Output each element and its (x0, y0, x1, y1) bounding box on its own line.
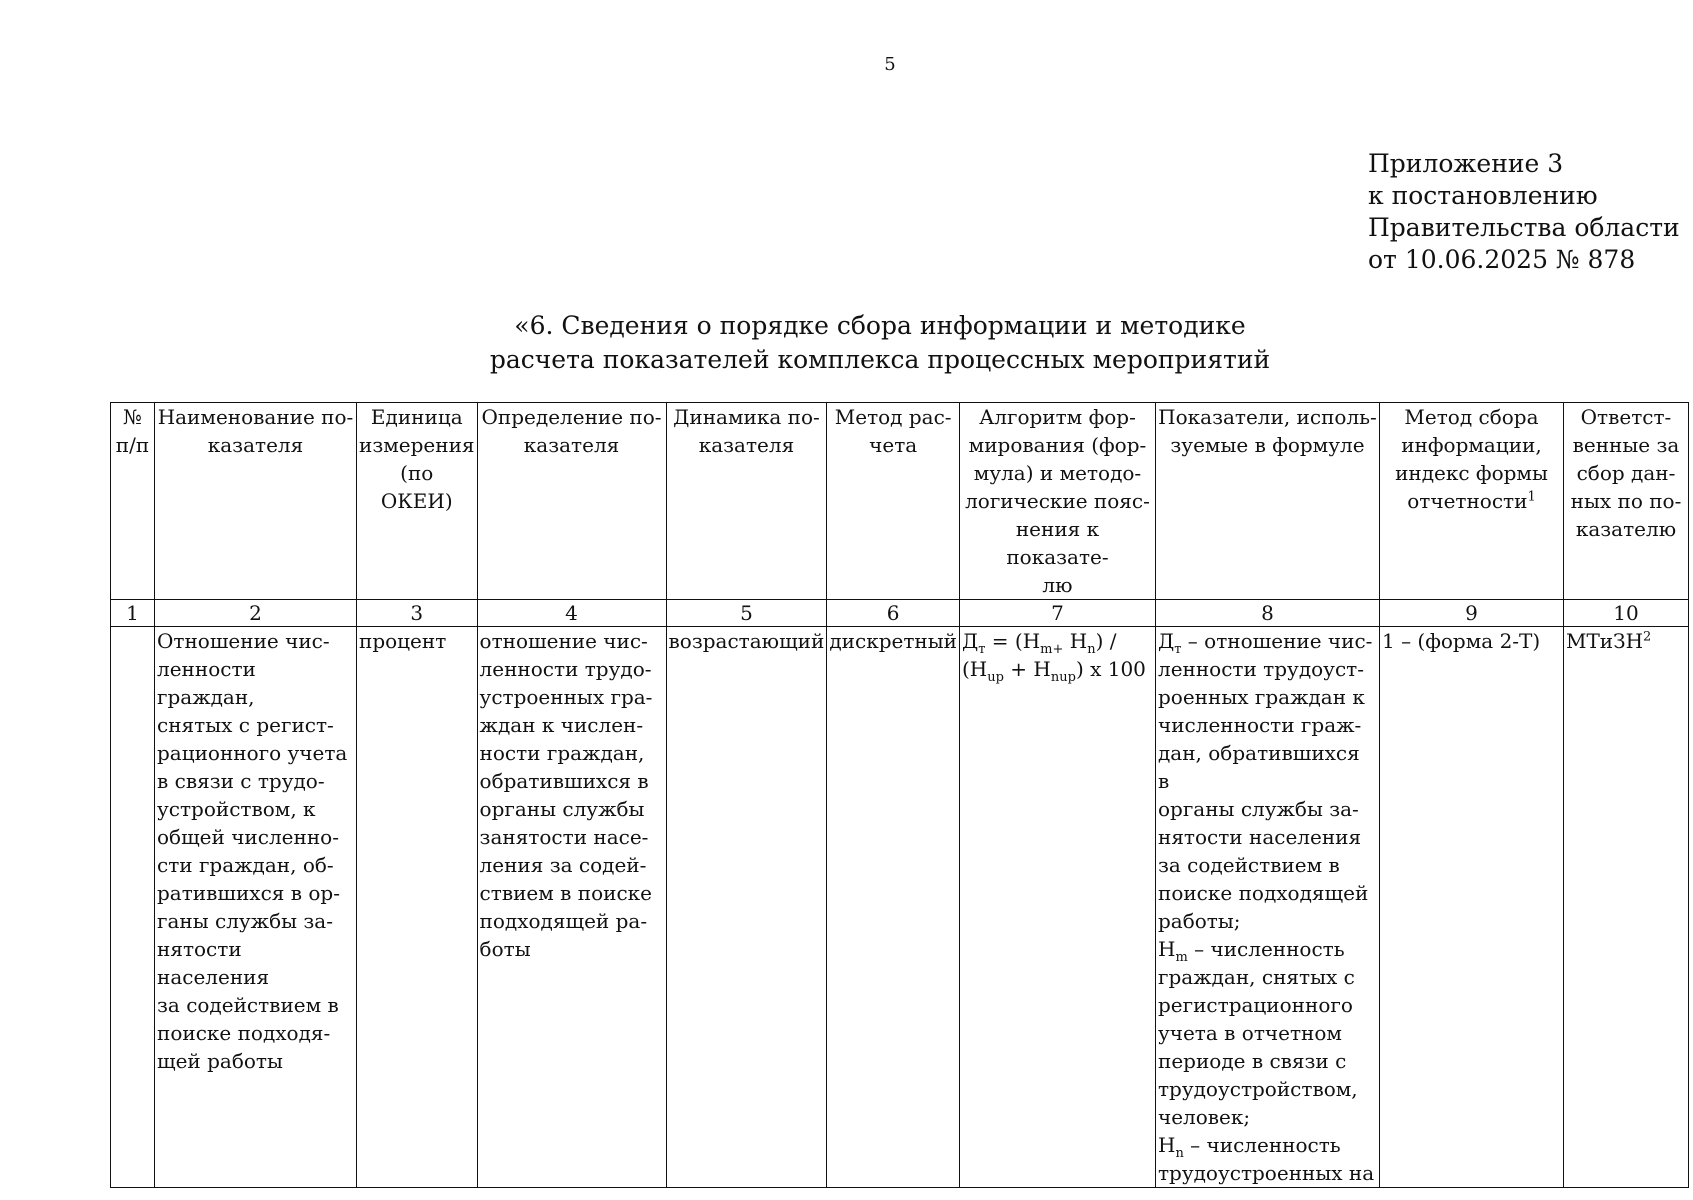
header-cell-dynamics: Динамика по- казателя (666, 403, 827, 600)
appendix-block (1368, 148, 1680, 276)
appendix-line: от 10.06.2025 № 878 (1368, 245, 1636, 274)
column-number: 1 (111, 600, 155, 627)
header-cell-definition: Определение по- казателя (477, 403, 666, 600)
footnote-marker: 1 (1527, 489, 1536, 505)
column-number: 7 (959, 600, 1155, 627)
header-collection-text: Метод сбора информации, индекс формы отчетности (1395, 405, 1548, 513)
header-cell-indicators: Показатели, исполь- зуемые в формуле (1155, 403, 1379, 600)
column-number: 2 (155, 600, 357, 627)
cell-responsible (1563, 627, 1688, 1188)
column-number: 10 (1563, 600, 1688, 627)
footnote-marker: 2 (1643, 629, 1652, 645)
section-title (470, 309, 1290, 377)
indicator-definition-hn: $Н_n$ – численность трудоустроенных на (1157, 1133, 1375, 1185)
cell-indicators (1155, 627, 1379, 1188)
title-line: «6. Сведения о порядке сбора информации и методике (514, 311, 1246, 340)
indicator-definition-hm: $Н_m$ – численность граждан, снятых с регистрационного учета в отчетном периоде в связи с трудоустройством, человек; (1157, 937, 1358, 1129)
header-cell-algorithm: Алгоритм фор- мирования (фор- мула) и методо- логические пояс- нения к показате- лю (959, 403, 1155, 600)
column-number: 8 (1155, 600, 1379, 627)
cell-formula (959, 627, 1155, 1188)
appendix-line: Приложение 3 (1368, 149, 1564, 178)
responsible-text: МТиЗН (1565, 629, 1644, 653)
cell-unit: процент (357, 627, 478, 1188)
cell-calculation-method: дискретный (827, 627, 960, 1188)
cell-dynamics: возрастающий (666, 627, 827, 1188)
appendix-line: к постановлению (1368, 181, 1598, 210)
cell-indicator-name: Отношение чис- ленности граждан, снятых с регист- рационного учета в связи с трудо- устройством, к общей численно- сти граждан, об- ратившихся в ор- ганы службы за- нятости населения за содействием в поиске подходя- щей работы (155, 627, 357, 1188)
column-number: 5 (666, 600, 827, 627)
cell-definition: отношение чис- ленности трудо- устроенных гра- ждан к числен- ности граждан, обратившихся в органы службы занятости насе- ления за содей- ствием в поиске подходящей ра- боты (477, 627, 666, 1188)
header-cell-unit: Единица измерения (по ОКЕИ) (357, 403, 478, 600)
header-cell-responsible: Ответст- венные за сбор дан- ных по по- казателю (1563, 403, 1688, 600)
indicators-table (110, 402, 1689, 1188)
header-row (111, 403, 1689, 600)
column-number-row (111, 600, 1689, 627)
header-cell-method: Метод рас- чета (827, 403, 960, 600)
column-number: 9 (1379, 600, 1563, 627)
table-row (111, 627, 1689, 1188)
header-cell-name: Наименование по- казателя (155, 403, 357, 600)
cell-number (111, 627, 155, 1188)
indicator-definition-dt: $Д_т$ – отношение чис- ленности трудоуст- роенных граждан к численности граж- дан, обратившихся в органы службы за- нятости населения за содействием в поиске подходящей работы; (1157, 629, 1373, 933)
formula-line: $Д_т = (Н_{m+}$ $Н_n$) / (961, 629, 1117, 657)
title-line: расчета показателей комплекса процессных мероприятий (489, 345, 1271, 374)
header-cell-number: № п/п (111, 403, 155, 600)
column-number: 6 (827, 600, 960, 627)
cell-collection-method: 1 – (форма 2-Т) (1379, 627, 1563, 1188)
formula-line: $(Н_{up} + Н_{nup})$ х 100 (961, 657, 1146, 685)
appendix-line: Правительства области (1368, 213, 1680, 242)
page-number: 5 (884, 54, 896, 75)
header-cell-collection (1379, 403, 1563, 600)
column-number: 4 (477, 600, 666, 627)
column-number: 3 (357, 600, 478, 627)
